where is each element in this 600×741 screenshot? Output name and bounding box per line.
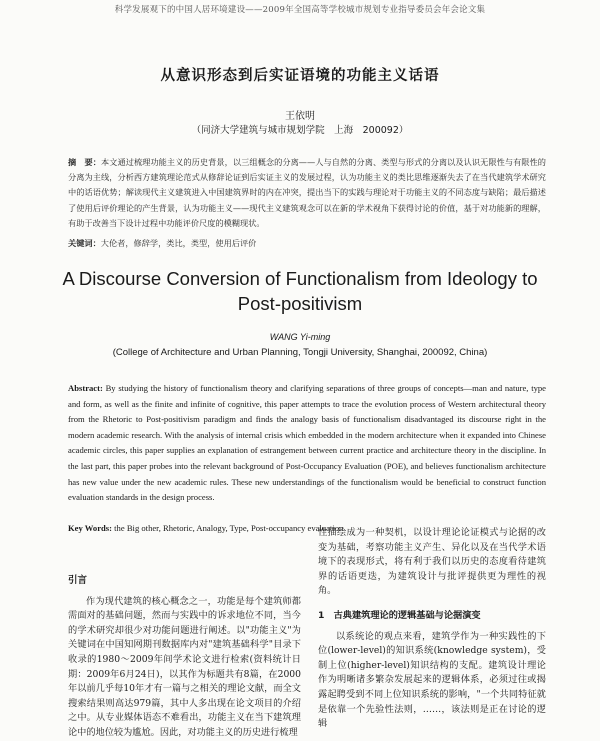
cn-keywords [68,236,546,250]
cn-author: 王依明 [285,111,315,122]
en-keywords-text: the Big other, Rhetoric, Analogy, Type, Post-occupancy evaluation [114,523,344,533]
cn-keywords-label: 关键词： [68,238,101,248]
cn-affiliation: （同济大学建筑与城市规划学院 上海 200092） [191,125,409,136]
en-title: A Discourse Conversion of Functionalism from Ideology to Post-positivism [62,268,538,314]
en-affiliation: (College of Architecture and Urban Planning, Tongji University, Shanghai, 200092, China) [112,347,488,358]
right-paragraph: 性描绘成为一种契机，以设计理论论证模式与论据的改变为基础，考察功能主义产生、异化以及在当代学术语境下的表现形式，将有利于我们以历史的态度看待建筑界的话语更迭，为建筑设计与批评提供更为理性的视角。 [318,527,546,597]
en-abstract [68,381,546,506]
en-author: WANG Yi-ming [269,332,331,342]
intro-paragraph: 作为现代建筑的核心概念之一，功能是每个建筑师都需面对的基础问题，然而与实践中的诉求地位不同，当今的学术研究却很少对功能问题进行阐述。以"功能主义"为关键词在中国知网期刊数据库内对"建筑基础科学"目录下收录的1980～2009年间学术论文进行检索(资料统计日期：2009年6月24日)，以其作为标题共有8篇，在2000年以前几乎每10年才有一篇与之相关的理论文献，而全文搜索结果则高达979篇，其中人多出现在论文项目的介绍之中。从专业媒体语态不难看出，功能主义在当下建筑理论中的地位较为尴尬。因此，对功能主义的历史进行梳理 [68,595,301,738]
cn-abstract-label: 摘 要： [68,157,101,167]
body-left-column [68,574,301,741]
body-right-column [318,526,546,732]
section1-paragraph: 以系统论的观点来看，建筑学作为一种实践性的下位(lower-level)的知识系统(knowledge system)，受制上位(higher-level)知识结构的支配。建筑设计理论作为明晰诸多繁杂发展起来的逻辑体系，必须过往或揭露起聘受到不同上位知识系统的影响，"一个共同特征就是依靠一个先验性法则，……，该法则是正在讨论的逻辑 [318,630,546,730]
intro-heading: 引言 [68,575,88,586]
cn-keywords-text: 大伦者，修辞学，类比，类型，使用后评价 [100,238,257,248]
en-abstract-label: Abstract: [68,383,103,393]
cn-title: 从意识形态到后实证语境的功能主义话语 [160,68,440,84]
cn-abstract-text: 本文通过梳理功能主义的历史背景，以三组概念的分离——人与自然的分离、类型与形式的分离以及认识无限性与有限性的分离为主线，分析西方建筑理论范式从修辞论证到后实证主义的发展过程，认为功能主义的类比思维逐渐失去了在当代建筑学术研究中的话语优势；解读现代主义建筑进入中国建筑界时的内在冲突，提出当下的实践与理论对于功能主义的不同态度与缺陷；最后描述了使用后评价理论的产生背景，认为功能主义——现代主义建筑观念可以在新的学术视角下获得讨论的价值，基于对功能新的理解，有助于改善当下设计过程中功能评价尺度的模糊现状。 [68,157,546,228]
section1-heading: 1 古典建筑理论的逻辑基础与论据演变 [318,609,481,621]
cn-abstract [68,155,546,231]
en-abstract-text: By studying the history of functionalism theory and clarifying separations of three groups of concepts—man and nature, type and form, as well as the finite and infinite of cognitive, this paper attempts to trace the evolution process of Western architectural theory from the Rhetoric to Post-positivism paradigm and finds the analogy basis of functionalism disadvantaged its discourse right in the modern academic research. With the analysis of internal crisis which embedded in the modern architecture when it expanded into Chinese academic circles, this paper supplies an explanation of estrangement between current practice and architecture theory in the discipline. In the last part, this paper probes into the relevant background of Post-Occupancy Evaluation (POE), and believes functionalism architecture has new value under the new academic rules. These new understandings of the functionalism would be beneficial to construct function evaluation standards in the design process. [68,383,546,503]
running-header: 科学发展观下的中国人居环境建设——2009年全国高等学校城市规划专业指导委员会年会论文集 [114,5,486,15]
en-keywords-label: Key Words: [68,523,113,533]
